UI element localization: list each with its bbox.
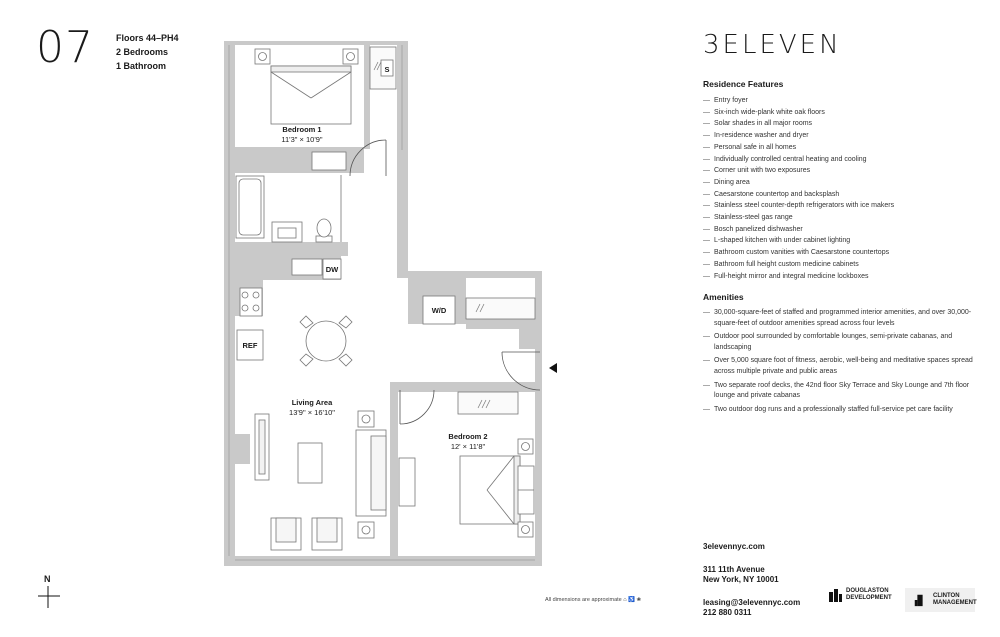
dining-chair bbox=[339, 316, 352, 328]
wall-closet-vert bbox=[364, 45, 370, 149]
phone-number[interactable]: 212 880 0311 bbox=[703, 608, 752, 617]
wall-bed2-top bbox=[397, 382, 535, 392]
website-link[interactable]: 3elevennyc.com bbox=[703, 542, 765, 551]
wall-right-lower bbox=[535, 271, 542, 566]
kitchen-sink bbox=[292, 259, 322, 275]
toilet bbox=[317, 219, 331, 237]
dining-chair bbox=[339, 354, 352, 366]
entry-arrow bbox=[549, 363, 557, 373]
feature-item: — Individually controlled central heating and cooling bbox=[703, 154, 973, 166]
bedroom1-dresser bbox=[312, 152, 346, 170]
amenities-list bbox=[703, 308, 973, 415]
contact-block bbox=[703, 542, 800, 618]
wall-right-upper bbox=[397, 41, 408, 271]
pet-paw-icon: ❀ bbox=[636, 597, 642, 603]
unit-bathrooms: 1 Bathroom bbox=[116, 61, 167, 71]
dining-table bbox=[306, 321, 346, 361]
amenity-item: — Two outdoor dog runs and a professionally staffed full-service pet care facility bbox=[703, 405, 973, 416]
douglaston-name: DOUGLASTON DEVELOPMENT bbox=[846, 588, 892, 601]
residence-features-title: Residence Features bbox=[703, 79, 784, 89]
wall-left bbox=[224, 41, 235, 566]
amenities-title: Amenities bbox=[703, 292, 744, 303]
feature-item: — In-residence washer and dryer bbox=[703, 130, 973, 142]
compass-cross-icon bbox=[38, 586, 60, 608]
wall-entry bbox=[519, 329, 535, 349]
clinton-logo bbox=[905, 588, 975, 612]
tower-icon bbox=[913, 592, 927, 608]
living-dims: 13'9" × 16'10" bbox=[289, 408, 335, 417]
feature-item: — Corner unit with two exposures bbox=[703, 165, 973, 177]
unit-floors: Floors 44–PH4 bbox=[116, 33, 179, 43]
feature-item: — Caesarstone countertop and backsplash bbox=[703, 189, 973, 201]
clinton-name: CLINTON MANAGEMENT bbox=[933, 593, 977, 606]
bedroom1-bed bbox=[271, 66, 351, 124]
hall-closet bbox=[466, 298, 535, 319]
wd-label: W/D bbox=[431, 306, 447, 315]
wall-column bbox=[224, 434, 250, 464]
address-line1: 311 11th Avenue bbox=[703, 565, 765, 574]
ref-label: REF bbox=[242, 341, 258, 350]
amenity-item: — Two separate roof decks, the 42nd floor Sky Terrace and Sky Lounge and 7th floor lounge and private cabanas bbox=[703, 381, 973, 403]
wall-step bbox=[397, 271, 542, 278]
north-label: N bbox=[44, 574, 51, 584]
footnote-text: All dimensions are approximate bbox=[545, 597, 622, 603]
feature-item: — Bathroom custom vanities with Caesarstone countertops bbox=[703, 247, 973, 259]
unit-number: 07 bbox=[36, 22, 94, 73]
bedroom2-name: Bedroom 2 bbox=[448, 432, 488, 441]
feature-item: — Dining area bbox=[703, 177, 973, 189]
email-link[interactable]: leasing@3elevennyc.com bbox=[703, 598, 801, 607]
dining-chair bbox=[300, 316, 313, 328]
bedroom2-bed bbox=[460, 456, 520, 524]
feature-item: — Personal safe in all homes bbox=[703, 142, 973, 154]
accessibility-icon: ♿ bbox=[628, 597, 635, 603]
dw-label: DW bbox=[325, 265, 339, 274]
coffee-table bbox=[298, 443, 322, 483]
bedroom2-dims: 12' × 11'8" bbox=[450, 442, 486, 451]
residence-features-list bbox=[703, 95, 973, 282]
feature-item: — L-shaped kitchen with under cabinet lighting bbox=[703, 235, 973, 247]
bedroom1-dims: 11'3" × 10'9" bbox=[281, 135, 323, 144]
bedroom1-name: Bedroom 1 bbox=[282, 125, 322, 134]
feature-item: — Bathroom full height custom medicine cabinets bbox=[703, 259, 973, 271]
bedroom2-desk bbox=[399, 458, 415, 506]
living-name: Living Area bbox=[291, 398, 333, 407]
unit-bedrooms: 2 Bedrooms bbox=[116, 47, 169, 57]
douglaston-logo bbox=[828, 588, 908, 602]
feature-item: — Stainless steel counter-depth refrigerators with ice makers bbox=[703, 200, 973, 212]
amenity-item: — Over 5,000 square foot of fitness, aerobic, well-being and meditative spaces spread across multiple private and public areas bbox=[703, 356, 973, 378]
wall-bottom bbox=[224, 556, 542, 566]
feature-item: — Solar shades in all major rooms bbox=[703, 118, 973, 130]
amenity-item: — 30,000-square-feet of staffed and programmed interior amenities, and over 30,000-square-feet of outdoor amenities spread across four levels bbox=[703, 308, 973, 330]
address-line2: New York, NY 10001 bbox=[703, 575, 779, 584]
dining-chair bbox=[300, 354, 313, 366]
building-icon bbox=[828, 588, 842, 602]
feature-item: — Bosch panelized dishwasher bbox=[703, 224, 973, 236]
safe-label: S bbox=[384, 65, 390, 74]
brand-logo: 3ELEVEN bbox=[703, 30, 842, 60]
feature-item: — Full-height mirror and integral medicine lockboxes bbox=[703, 271, 973, 283]
wall-bed2-left bbox=[390, 382, 398, 556]
wall-closet-bottom bbox=[466, 319, 535, 329]
wall-bath-bottom bbox=[224, 242, 348, 256]
equal-housing-icon: ⌂ bbox=[623, 597, 627, 603]
amenity-item: — Outdoor pool surrounded by comfortable lounges, semi-private cabanas, and landscaping bbox=[703, 332, 973, 354]
feature-item: — Entry foyer bbox=[703, 95, 973, 107]
feature-item: — Stainless-steel gas range bbox=[703, 212, 973, 224]
dimensions-footnote bbox=[545, 597, 641, 603]
features-panel bbox=[703, 79, 973, 418]
wall-top bbox=[224, 41, 408, 45]
feature-item: — Six-inch wide-plank white oak floors bbox=[703, 107, 973, 119]
bedroom1-headboard bbox=[271, 66, 351, 72]
bedroom2-closet bbox=[458, 392, 518, 414]
